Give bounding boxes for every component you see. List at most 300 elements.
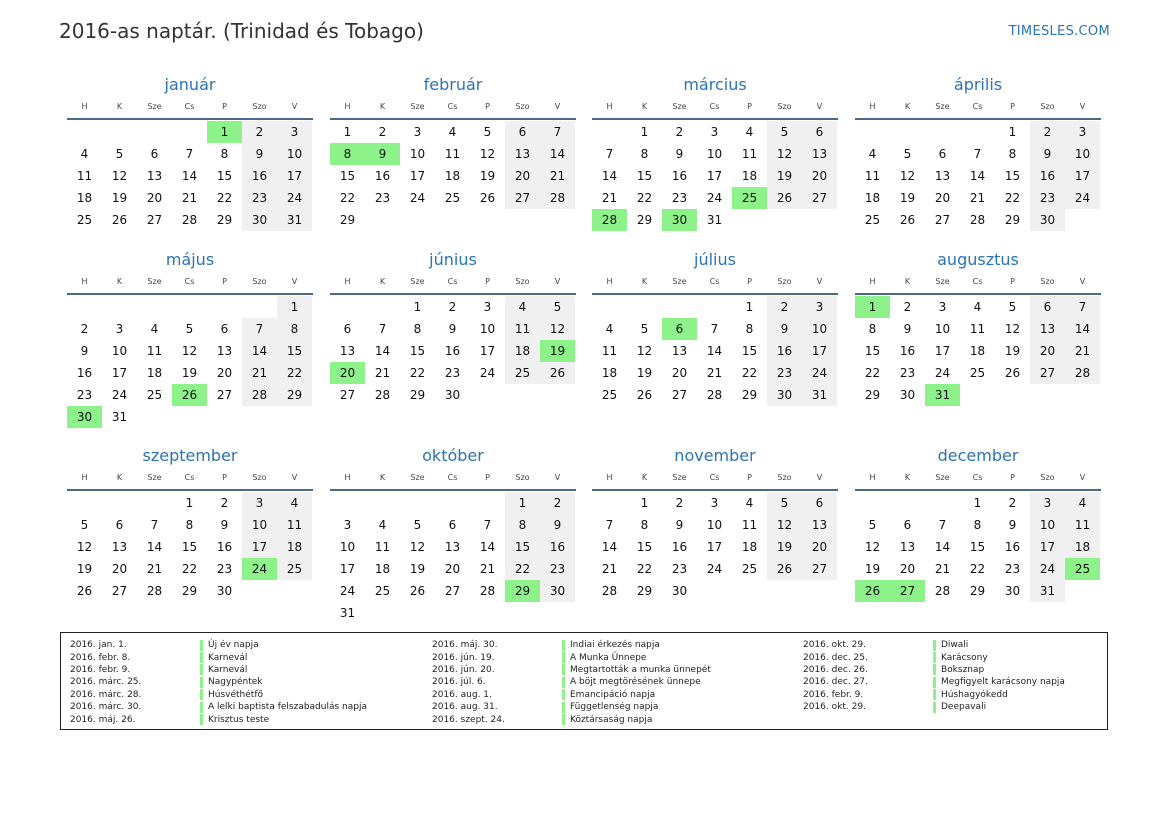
month-name: július xyxy=(694,250,736,269)
day-cell: 28 xyxy=(969,213,986,227)
day-cell: 18 xyxy=(741,540,758,554)
day-cell: 30 xyxy=(767,384,802,406)
weekday-label: K xyxy=(641,473,648,482)
holiday-name: Karnevál xyxy=(208,664,248,675)
day-cell: 11 xyxy=(969,322,986,336)
day-cell: 3 xyxy=(710,125,719,139)
day-cell: 14 xyxy=(181,169,198,183)
holiday-name: Megtartották a munka ünnepét xyxy=(570,664,711,675)
day-cell: 11 xyxy=(444,147,461,161)
day-cell: 21 xyxy=(1065,340,1100,362)
day-cell: 12 xyxy=(479,147,496,161)
day-cell: 14 xyxy=(601,169,618,183)
month-name: május xyxy=(165,250,215,269)
brand-link[interactable]: TIMESLES.COM xyxy=(1008,24,1110,39)
empty-cell xyxy=(470,492,505,514)
day-cell: 25 xyxy=(969,366,986,380)
weekday-label: Sze xyxy=(935,473,950,482)
day-cell: 18 xyxy=(601,366,618,380)
day-cell: 25 xyxy=(1065,558,1100,580)
empty-cell xyxy=(277,580,312,602)
day-cell: 27 xyxy=(1030,362,1065,384)
day-cell: 21 xyxy=(374,366,391,380)
day-cell: 4 xyxy=(973,300,982,314)
day-cell: 17 xyxy=(1030,536,1065,558)
holiday-marker xyxy=(200,677,203,688)
weekday-label: Cs xyxy=(709,473,720,482)
day-cell: 10 xyxy=(706,518,723,532)
day-cell: 2 xyxy=(675,496,684,510)
holiday-marker xyxy=(933,640,936,651)
holiday-name: Diwali xyxy=(941,640,969,651)
day-cell: 10 xyxy=(1065,143,1100,165)
weekday-label: V xyxy=(1079,102,1086,111)
day-cell: 3 xyxy=(277,121,312,143)
day-cell: 15 xyxy=(969,540,986,554)
day-cell: 14 xyxy=(479,540,496,554)
day-cell: 20 xyxy=(671,366,688,380)
day-cell: 8 xyxy=(505,514,540,536)
day-cell: 13 xyxy=(934,169,951,183)
day-cell: 15 xyxy=(181,540,198,554)
legend-row xyxy=(432,651,711,663)
day-cell: 3 xyxy=(242,492,277,514)
day-cell: 30 xyxy=(216,584,233,598)
day-cell: 23 xyxy=(899,366,916,380)
month-block xyxy=(592,247,838,406)
day-cell: 4 xyxy=(605,322,614,336)
day-cell: 27 xyxy=(934,213,951,227)
day-cell: 27 xyxy=(505,187,540,209)
holiday-name: Nagypéntek xyxy=(208,677,263,688)
day-cell: 3 xyxy=(802,296,837,318)
day-cell: 12 xyxy=(636,344,653,358)
day-cell: 26 xyxy=(636,388,653,402)
day-cell: 10 xyxy=(111,344,128,358)
empty-cell xyxy=(242,580,277,602)
day-cell: 28 xyxy=(601,584,618,598)
empty-cell xyxy=(505,209,540,231)
weekday-header xyxy=(67,273,313,291)
holiday-date: 2016. aug. 1. xyxy=(432,689,492,700)
day-cell: 27 xyxy=(444,584,461,598)
weekday-header xyxy=(592,98,838,116)
day-cell: 5 xyxy=(483,125,492,139)
page-title: 2016-as naptár. (Trinidad és Tobago) xyxy=(59,19,424,43)
weekday-label: Sze xyxy=(147,102,162,111)
day-cell: 25 xyxy=(732,187,767,209)
day-cell: 3 xyxy=(483,300,492,314)
day-cell: 26 xyxy=(767,558,802,580)
day-cell: 7 xyxy=(710,322,719,336)
month-block xyxy=(855,443,1101,602)
holiday-date: 2016. febr. 8. xyxy=(70,652,131,663)
day-cell: 5 xyxy=(540,296,575,318)
day-cell: 17 xyxy=(409,169,426,183)
weekday-header xyxy=(855,469,1101,487)
weekday-label: H xyxy=(606,102,613,111)
weekday-label: Cs xyxy=(972,102,983,111)
weekday-label: Cs xyxy=(972,473,983,482)
day-cell: 5 xyxy=(115,147,124,161)
day-cell: 11 xyxy=(277,514,312,536)
day-cell: 17 xyxy=(934,344,951,358)
weekday-label: H xyxy=(81,102,88,111)
weekday-label: Szo xyxy=(1040,473,1055,482)
day-cell: 2 xyxy=(675,125,684,139)
day-cell: 11 xyxy=(505,318,540,340)
weekday-label: Sze xyxy=(935,277,950,286)
empty-cell xyxy=(697,296,732,318)
month-name: október xyxy=(422,446,484,465)
holiday-marker xyxy=(933,652,936,663)
day-cell: 11 xyxy=(601,344,618,358)
holiday-name: Indiai érkezés napja xyxy=(570,640,660,651)
empty-cell xyxy=(995,384,1030,406)
weekday-label: Cs xyxy=(184,473,195,482)
day-cell: 9 xyxy=(767,318,802,340)
day-cell: 30 xyxy=(242,209,277,231)
month-block xyxy=(67,247,313,428)
empty-cell xyxy=(960,384,995,406)
day-cell: 30 xyxy=(67,406,102,428)
holiday-marker xyxy=(562,652,565,663)
weekday-label: K xyxy=(641,102,648,111)
holiday-date: 2016. febr. 9. xyxy=(70,664,131,675)
day-cell: 6 xyxy=(802,121,837,143)
empty-cell xyxy=(102,121,137,143)
month-divider xyxy=(592,118,838,120)
empty-cell xyxy=(330,492,365,514)
day-cell: 13 xyxy=(444,540,461,554)
weekday-label: H xyxy=(869,277,876,286)
weekday-label: P xyxy=(222,277,227,286)
day-cell: 12 xyxy=(540,318,575,340)
day-grid xyxy=(592,492,837,602)
day-cell: 23 xyxy=(216,562,233,576)
legend-row xyxy=(70,689,367,701)
empty-cell xyxy=(1065,209,1100,231)
empty-cell xyxy=(435,492,470,514)
day-cell: 16 xyxy=(444,344,461,358)
empty-cell xyxy=(855,121,890,143)
weekday-label: Cs xyxy=(447,473,458,482)
day-cell: 6 xyxy=(115,518,124,532)
day-cell: 27 xyxy=(339,388,356,402)
weekday-label: Szo xyxy=(1040,102,1055,111)
day-cell: 14 xyxy=(969,169,986,183)
empty-cell xyxy=(540,602,575,624)
empty-cell xyxy=(960,121,995,143)
legend-row xyxy=(432,676,711,688)
day-cell: 14 xyxy=(934,540,951,554)
day-cell: 20 xyxy=(505,165,540,187)
day-grid xyxy=(592,296,837,406)
day-cell: 8 xyxy=(745,322,754,336)
weekday-label: Sze xyxy=(672,102,687,111)
weekday-label: K xyxy=(116,102,123,111)
day-cell: 29 xyxy=(636,584,653,598)
month-divider xyxy=(855,293,1101,295)
day-cell: 17 xyxy=(479,344,496,358)
empty-cell xyxy=(627,296,662,318)
day-cell: 27 xyxy=(146,213,163,227)
empty-cell xyxy=(172,121,207,143)
empty-cell xyxy=(207,296,242,318)
day-cell: 13 xyxy=(111,540,128,554)
day-cell: 15 xyxy=(1004,169,1021,183)
day-cell: 17 xyxy=(242,536,277,558)
month-divider xyxy=(330,293,576,295)
month-divider xyxy=(67,293,313,295)
day-cell: 1 xyxy=(207,121,242,143)
day-cell: 19 xyxy=(767,165,802,187)
day-cell: 23 xyxy=(671,562,688,576)
empty-cell xyxy=(172,296,207,318)
day-cell: 12 xyxy=(864,540,881,554)
empty-cell xyxy=(365,296,400,318)
month-divider xyxy=(855,118,1101,120)
day-cell: 15 xyxy=(409,344,426,358)
holiday-date: 2016. márc. 30. xyxy=(70,702,142,713)
day-cell: 2 xyxy=(903,300,912,314)
day-cell: 9 xyxy=(903,322,912,336)
day-cell: 18 xyxy=(864,191,881,205)
legend-row xyxy=(70,713,367,725)
weekday-label: H xyxy=(869,102,876,111)
day-cell: 5 xyxy=(903,147,912,161)
weekday-label: Cs xyxy=(709,277,720,286)
empty-cell xyxy=(470,602,505,624)
day-cell: 24 xyxy=(706,562,723,576)
legend-row xyxy=(70,676,367,688)
weekday-label: P xyxy=(485,473,490,482)
day-cell: 23 xyxy=(76,388,93,402)
day-cell: 26 xyxy=(172,384,207,406)
day-cell: 20 xyxy=(111,562,128,576)
day-cell: 22 xyxy=(505,558,540,580)
day-cell: 4 xyxy=(1065,492,1100,514)
holiday-marker xyxy=(562,714,565,725)
empty-cell xyxy=(592,492,627,514)
day-cell: 1 xyxy=(185,496,194,510)
empty-cell xyxy=(137,121,172,143)
day-cell: 23 xyxy=(1004,562,1021,576)
day-cell: 24 xyxy=(706,191,723,205)
day-cell: 7 xyxy=(938,518,947,532)
weekday-label: Sze xyxy=(935,102,950,111)
day-cell: 8 xyxy=(220,147,229,161)
day-cell: 1 xyxy=(1008,125,1017,139)
weekday-label: Sze xyxy=(410,277,425,286)
day-cell: 8 xyxy=(868,322,877,336)
day-cell: 7 xyxy=(483,518,492,532)
weekday-header xyxy=(330,273,576,291)
legend-row xyxy=(803,651,1065,663)
weekday-label: K xyxy=(379,473,386,482)
day-cell: 24 xyxy=(934,366,951,380)
day-cell: 2 xyxy=(220,496,229,510)
legend-row xyxy=(70,701,367,713)
day-cell: 6 xyxy=(938,147,947,161)
weekday-label: K xyxy=(904,473,911,482)
legend-row xyxy=(432,713,711,725)
day-cell: 12 xyxy=(767,514,802,536)
weekday-header xyxy=(330,469,576,487)
day-cell: 23 xyxy=(540,558,575,580)
day-cell: 5 xyxy=(640,322,649,336)
day-cell: 22 xyxy=(181,562,198,576)
day-cell: 2 xyxy=(378,125,387,139)
day-cell: 13 xyxy=(216,344,233,358)
day-cell: 4 xyxy=(80,147,89,161)
holiday-marker xyxy=(562,640,565,651)
day-cell: 22 xyxy=(969,562,986,576)
month-name: március xyxy=(683,75,747,94)
day-cell: 16 xyxy=(899,344,916,358)
day-grid xyxy=(855,121,1100,231)
holiday-marker xyxy=(200,640,203,651)
day-cell: 30 xyxy=(671,584,688,598)
weekday-label: P xyxy=(747,473,752,482)
empty-cell xyxy=(365,209,400,231)
weekday-label: K xyxy=(904,277,911,286)
day-cell: 6 xyxy=(448,518,457,532)
weekday-label: Szo xyxy=(777,473,792,482)
weekday-label: Szo xyxy=(515,102,530,111)
day-cell: 27 xyxy=(802,558,837,580)
day-cell: 31 xyxy=(706,213,723,227)
empty-cell xyxy=(925,492,960,514)
month-name: szeptember xyxy=(142,446,238,465)
day-cell: 31 xyxy=(802,384,837,406)
day-cell: 14 xyxy=(706,344,723,358)
weekday-label: V xyxy=(1079,473,1086,482)
day-cell: 29 xyxy=(216,213,233,227)
weekday-label: P xyxy=(485,102,490,111)
day-cell: 17 xyxy=(802,340,837,362)
weekday-header xyxy=(67,469,313,487)
day-cell: 16 xyxy=(671,169,688,183)
day-cell: 18 xyxy=(374,562,391,576)
day-cell: 5 xyxy=(80,518,89,532)
day-cell: 13 xyxy=(899,540,916,554)
day-cell: 28 xyxy=(479,584,496,598)
day-cell: 2 xyxy=(1008,496,1017,510)
day-cell: 26 xyxy=(76,584,93,598)
day-cell: 26 xyxy=(111,213,128,227)
day-cell: 3 xyxy=(413,125,422,139)
day-cell: 18 xyxy=(277,536,312,558)
day-cell: 24 xyxy=(277,187,312,209)
empty-cell xyxy=(767,209,802,231)
day-cell: 9 xyxy=(242,143,277,165)
day-cell: 27 xyxy=(890,580,925,602)
day-cell: 3 xyxy=(710,496,719,510)
holiday-date: 2016. máj. 26. xyxy=(70,714,136,725)
weekday-label: V xyxy=(816,473,823,482)
day-cell: 10 xyxy=(802,318,837,340)
day-cell: 10 xyxy=(277,143,312,165)
day-cell: 7 xyxy=(150,518,159,532)
weekday-label: Cs xyxy=(709,102,720,111)
day-cell: 6 xyxy=(1030,296,1065,318)
legend-row xyxy=(70,651,367,663)
day-cell: 19 xyxy=(636,366,653,380)
holiday-name: Boksznap xyxy=(941,664,985,675)
day-cell: 15 xyxy=(741,344,758,358)
month-block xyxy=(330,247,576,406)
day-cell: 28 xyxy=(181,213,198,227)
day-cell: 31 xyxy=(925,384,960,406)
day-cell: 29 xyxy=(636,213,653,227)
weekday-label: Szo xyxy=(515,473,530,482)
day-cell: 17 xyxy=(706,540,723,554)
weekday-label: P xyxy=(1010,277,1015,286)
day-cell: 11 xyxy=(864,169,881,183)
day-cell: 25 xyxy=(741,562,758,576)
day-cell: 12 xyxy=(111,169,128,183)
day-cell: 13 xyxy=(1030,318,1065,340)
day-cell: 20 xyxy=(216,366,233,380)
month-block xyxy=(855,247,1101,406)
day-cell: 16 xyxy=(1030,165,1065,187)
day-cell: 14 xyxy=(540,143,575,165)
day-cell: 13 xyxy=(505,143,540,165)
day-cell: 22 xyxy=(339,191,356,205)
holiday-legend xyxy=(60,632,1108,730)
day-cell: 30 xyxy=(1030,209,1065,231)
empty-cell xyxy=(435,602,470,624)
day-cell: 19 xyxy=(767,536,802,558)
day-cell: 24 xyxy=(479,366,496,380)
day-cell: 2 xyxy=(767,296,802,318)
day-cell: 30 xyxy=(540,580,575,602)
day-cell: 15 xyxy=(216,169,233,183)
weekday-label: K xyxy=(116,277,123,286)
legend-row xyxy=(803,639,1065,651)
day-cell: 29 xyxy=(277,384,312,406)
day-cell: 29 xyxy=(409,388,426,402)
day-cell: 9 xyxy=(675,147,684,161)
month-block xyxy=(330,443,576,624)
empty-cell xyxy=(435,209,470,231)
day-cell: 21 xyxy=(479,562,496,576)
holiday-name: Krisztus teste xyxy=(208,714,270,725)
day-cell: 15 xyxy=(339,169,356,183)
holiday-date: 2016. dec. 25. xyxy=(803,652,868,663)
weekday-label: P xyxy=(1010,473,1015,482)
day-cell: 30 xyxy=(662,209,697,231)
day-cell: 19 xyxy=(181,366,198,380)
weekday-label: Szo xyxy=(777,102,792,111)
day-cell: 19 xyxy=(76,562,93,576)
holiday-marker xyxy=(562,702,565,713)
weekday-header xyxy=(67,98,313,116)
day-grid xyxy=(855,492,1100,602)
day-cell: 7 xyxy=(185,147,194,161)
day-cell: 12 xyxy=(767,143,802,165)
day-cell: 16 xyxy=(1004,540,1021,554)
day-cell: 24 xyxy=(1030,558,1065,580)
holiday-name: A böjt megtörésének ünnepe xyxy=(570,677,701,688)
empty-cell xyxy=(400,602,435,624)
day-cell: 30 xyxy=(899,388,916,402)
day-cell: 29 xyxy=(864,388,881,402)
legend-row xyxy=(803,676,1065,688)
day-cell: 17 xyxy=(1065,165,1100,187)
day-cell: 19 xyxy=(899,191,916,205)
